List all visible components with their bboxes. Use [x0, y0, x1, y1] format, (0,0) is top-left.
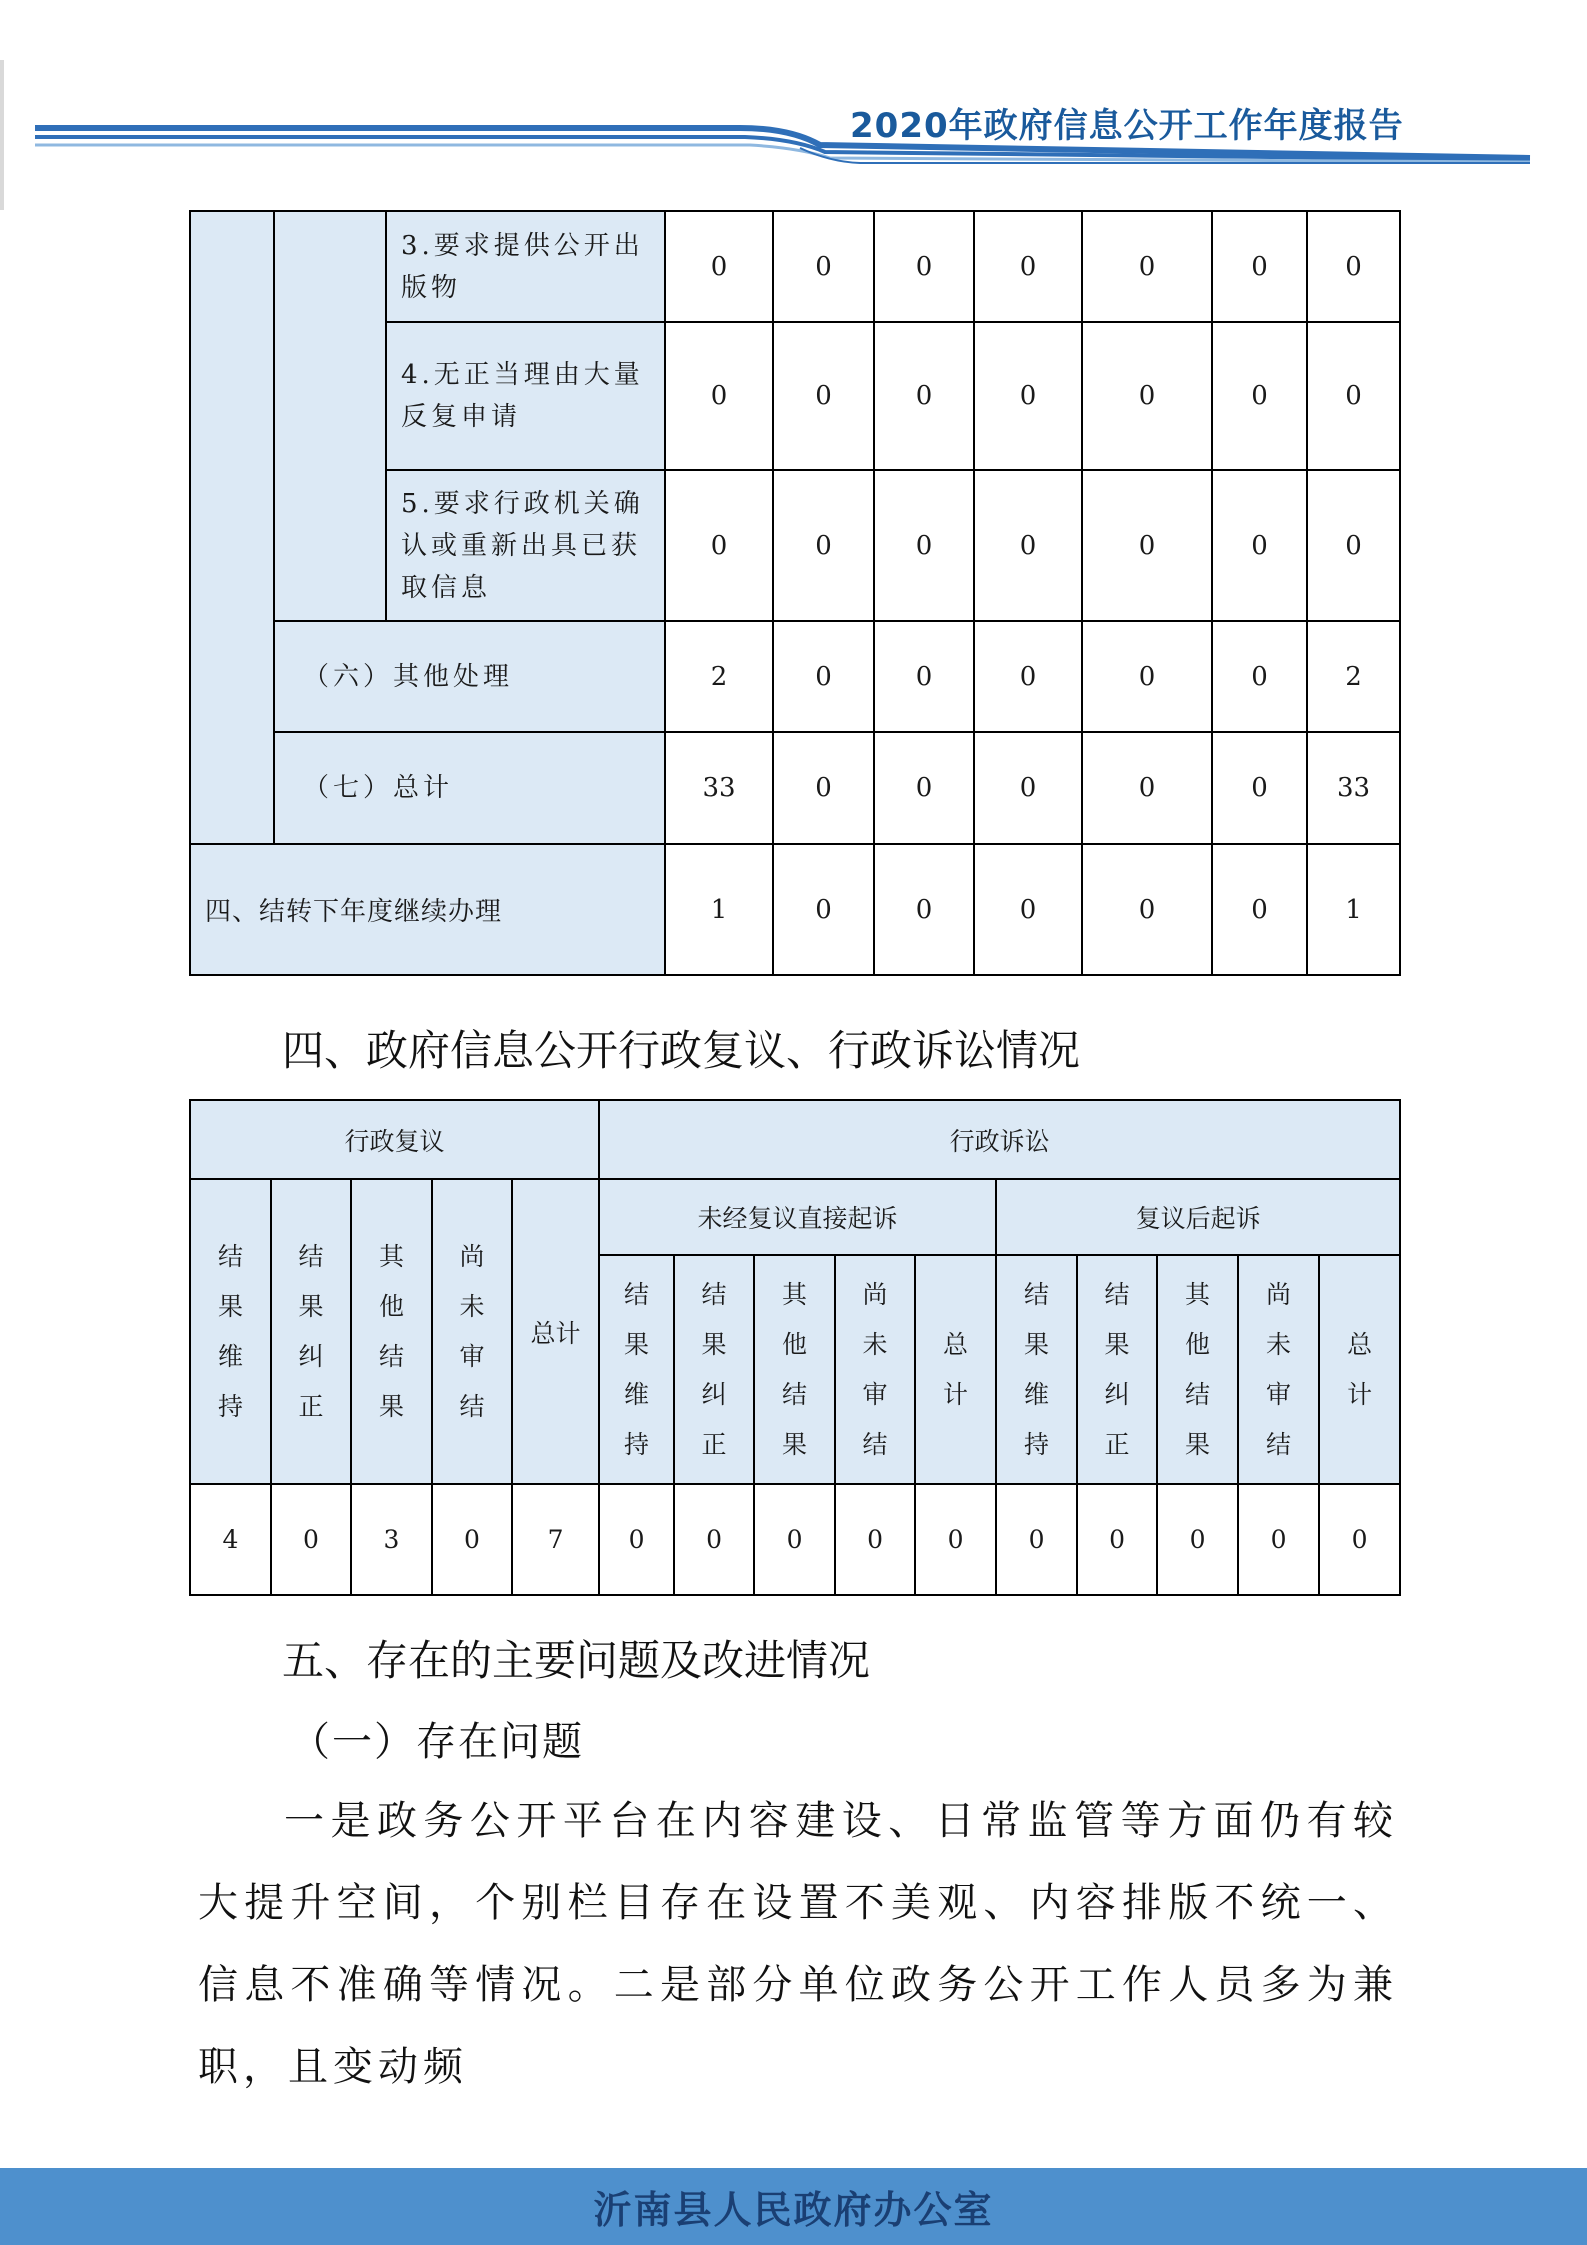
section-heading-review-litigation: 四、政府信息公开行政复议、行政诉讼情况 — [282, 1026, 1081, 1075]
col-header-other: 其他结果 — [351, 1179, 432, 1484]
table-row — [190, 1100, 1400, 1179]
footer-organization: 沂南县人民政府办公室 — [593, 2187, 994, 2232]
table-cell: 0 — [773, 211, 874, 322]
table-cell: 33 — [665, 732, 773, 844]
table-cell: 0 — [915, 1484, 996, 1595]
table-cell: 1 — [1307, 844, 1400, 975]
col-header-pending: 尚未审结 — [432, 1179, 512, 1484]
table-row — [190, 211, 1400, 322]
direct-suit-header: 未经复议直接起诉 — [599, 1179, 996, 1255]
table-cell: 0 — [1212, 732, 1307, 844]
col-header-total: 总计 — [512, 1179, 599, 1484]
col-header-total: 总计 — [915, 1255, 996, 1484]
table-cell: 0 — [1307, 211, 1400, 322]
table-cell: 0 — [1307, 322, 1400, 470]
review-header: 行政复议 — [190, 1100, 599, 1179]
col-header-other: 其他结果 — [1157, 1255, 1238, 1484]
table-cell: 0 — [974, 844, 1082, 975]
table-cell: 1 — [665, 844, 773, 975]
table-cell: 0 — [271, 1484, 351, 1595]
table-cell: 0 — [874, 322, 974, 470]
merged-subcategory-cell — [274, 211, 386, 621]
table-cell: 0 — [665, 322, 773, 470]
table-cell: 0 — [1082, 211, 1212, 322]
litigation-header: 行政诉讼 — [599, 1100, 1400, 1179]
application-handling-table — [189, 210, 1401, 976]
table-cell: 0 — [1212, 621, 1307, 732]
col-header-corrected: 结果纠正 — [674, 1255, 754, 1484]
table-cell: 4 — [190, 1484, 271, 1595]
table-cell: 0 — [974, 621, 1082, 732]
subheading-existing-problems: （一）存在问题 — [290, 1719, 584, 1765]
body-paragraph: 一是政务公开平台在内容建设、日常监管等方面仍有较大提升空间，个别栏目存在设置不美观、内容排版不统一、信息不准确等情况。二是部分单位政务公开工作人员多为兼职，且变动频 — [198, 1798, 1398, 2090]
table-cell: 0 — [1212, 211, 1307, 322]
table-cell: 0 — [1082, 322, 1212, 470]
row-label: 4.无正当理由大量反复申请 — [386, 322, 665, 470]
table-cell: 0 — [1082, 621, 1212, 732]
col-header-upheld: 结果维持 — [190, 1179, 271, 1484]
row-label: 3.要求提供公开出版物 — [386, 211, 665, 322]
table-cell: 7 — [512, 1484, 599, 1595]
table-cell: 0 — [835, 1484, 915, 1595]
table-cell: 0 — [665, 211, 773, 322]
table-cell: 3 — [351, 1484, 432, 1595]
row-label: （六）其他处理 — [274, 621, 665, 732]
col-header-upheld: 结果维持 — [996, 1255, 1077, 1484]
table-row — [190, 732, 1400, 844]
after-review-header: 复议后起诉 — [996, 1179, 1400, 1255]
table-cell: 0 — [1082, 844, 1212, 975]
col-header-pending: 尚未审结 — [835, 1255, 915, 1484]
review-litigation-table — [189, 1099, 1401, 1596]
table-cell: 0 — [974, 732, 1082, 844]
table-cell: 0 — [773, 732, 874, 844]
col-header-corrected: 结果纠正 — [1077, 1255, 1157, 1484]
table-cell: 2 — [1307, 621, 1400, 732]
table-row — [190, 621, 1400, 732]
table-cell: 0 — [1212, 470, 1307, 621]
col-header-other: 其他结果 — [754, 1255, 835, 1484]
col-header-upheld: 结果维持 — [599, 1255, 674, 1484]
table-cell: 0 — [974, 322, 1082, 470]
table-row — [190, 844, 1400, 975]
col-header-total: 总计 — [1319, 1255, 1400, 1484]
row-label: （七）总计 — [274, 732, 665, 844]
row-label: 四、结转下年度继续办理 — [190, 844, 665, 975]
row-label: 5.要求行政机关确认或重新出具已获取信息 — [386, 470, 665, 621]
table-cell: 0 — [665, 470, 773, 621]
col-header-pending: 尚未审结 — [1238, 1255, 1319, 1484]
table-cell: 0 — [773, 844, 874, 975]
table-cell: 0 — [1307, 470, 1400, 621]
table-cell: 0 — [874, 211, 974, 322]
table-cell: 0 — [1212, 322, 1307, 470]
col-header-corrected: 结果纠正 — [271, 1179, 351, 1484]
table-row — [190, 1484, 1400, 1595]
section-heading-problems: 五、存在的主要问题及改进情况 — [282, 1636, 871, 1685]
table-cell: 0 — [754, 1484, 835, 1595]
table-cell: 0 — [874, 732, 974, 844]
table-cell: 0 — [1077, 1484, 1157, 1595]
table-cell: 33 — [1307, 732, 1400, 844]
table-cell: 0 — [674, 1484, 754, 1595]
table-cell: 0 — [874, 621, 974, 732]
table-cell: 0 — [874, 844, 974, 975]
table-cell: 0 — [1082, 470, 1212, 621]
table-cell: 0 — [773, 470, 874, 621]
table-cell: 0 — [432, 1484, 512, 1595]
table-cell: 0 — [974, 470, 1082, 621]
table-cell: 0 — [1319, 1484, 1400, 1595]
merged-category-cell — [190, 211, 274, 844]
table-cell: 0 — [996, 1484, 1077, 1595]
table-cell: 0 — [599, 1484, 674, 1595]
table-cell: 0 — [974, 211, 1082, 322]
table-cell: 0 — [1212, 844, 1307, 975]
table-cell: 0 — [1238, 1484, 1319, 1595]
table-cell: 0 — [874, 470, 974, 621]
footer-bar — [0, 2168, 1587, 2245]
table-cell: 0 — [1082, 732, 1212, 844]
table-cell: 0 — [1157, 1484, 1238, 1595]
table-row — [190, 1179, 1400, 1255]
report-header-title: 2020年政府信息公开工作年度报告 — [850, 106, 1404, 146]
table-cell: 0 — [773, 621, 874, 732]
table-cell: 2 — [665, 621, 773, 732]
table-cell: 0 — [773, 322, 874, 470]
